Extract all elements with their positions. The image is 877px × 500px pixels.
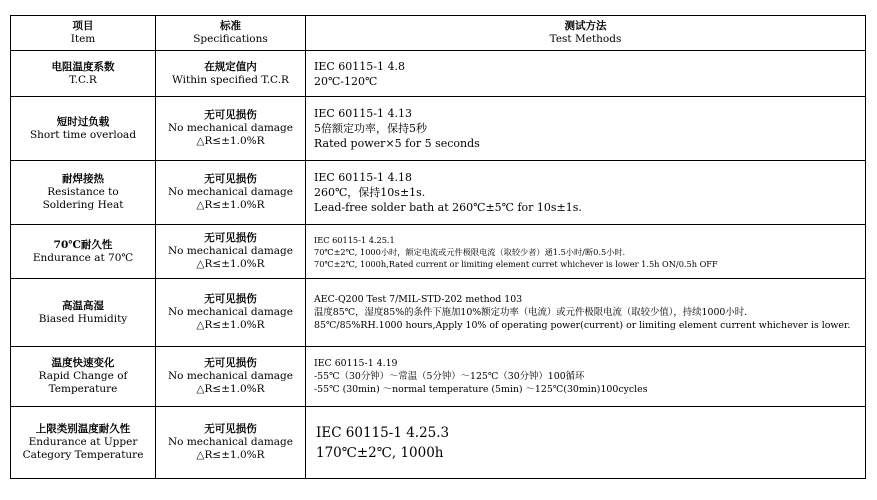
header-row <box>11 16 866 51</box>
row-item-cn: 短时过负载 <box>56 115 110 128</box>
row-spec-en: No mechanical damage <box>167 122 293 134</box>
method-line: 20℃-120℃ <box>314 74 378 88</box>
row-spec-cn: 无可见损伤 <box>204 173 257 185</box>
table-row <box>11 161 866 225</box>
row-spec-tolerance: △R≤±1.0%R <box>196 258 265 270</box>
row-spec-cell <box>156 407 306 479</box>
row-spec-cn: 无可见损伤 <box>204 293 257 305</box>
method-line: IEC 60115-1 4.19 <box>314 358 398 369</box>
method-line: -55℃（30分钟）～常温（5分钟）～125℃（30分钟）100循环 <box>314 371 585 382</box>
row-spec-cell <box>156 161 306 225</box>
header-spec <box>156 16 306 51</box>
method-line: IEC 60115-1 4.25.3 <box>316 424 450 441</box>
method-line: 85℃/85%RH.1000 hours,Apply 10% of operating power(current) or limiting element current whichever is lower. <box>314 320 851 331</box>
row-item-cell <box>11 279 156 347</box>
row-item-cell <box>11 407 156 479</box>
row-spec-tolerance: △R≤±1.0%R <box>196 199 265 211</box>
row-spec-cell <box>156 51 306 97</box>
method-line: Rated power×5 for 5 seconds <box>314 137 480 150</box>
method-line: AEC-Q200 Test 7/MIL-STD-202 method 103 <box>314 294 523 305</box>
row-method-cell <box>306 407 866 479</box>
method-line: IEC 60115-1 4.18 <box>314 171 412 184</box>
row-item-cn: 70℃耐久性 <box>53 238 113 251</box>
table-row <box>11 347 866 407</box>
method-line: 70℃±2℃, 1000h,Rated current or limiting element curret whichever is lower 1.5h ON/0.5h OFF <box>314 258 718 269</box>
header-item-cn: 项目 <box>72 20 94 32</box>
table-row <box>11 225 866 279</box>
table-row <box>11 97 866 161</box>
row-spec-tolerance: △R≤±1.0%R <box>196 319 265 331</box>
row-method-cell <box>306 97 866 161</box>
row-spec-en: No mechanical damage <box>167 245 293 257</box>
row-spec-en: No mechanical damage <box>167 436 293 448</box>
row-item-cell <box>11 51 156 97</box>
method-line: 260℃，保持10s±1s. <box>314 186 426 199</box>
table-row <box>11 407 866 479</box>
row-item-en: Biased Humidity <box>38 312 128 325</box>
row-spec-en: No mechanical damage <box>167 306 293 318</box>
row-item-en: Rapid Change of <box>38 370 128 382</box>
method-line: IEC 60115-1 4.13 <box>314 107 412 120</box>
method-line: 70℃±2℃, 1000小时，额定电流或元件极限电流（取较少者）通1.5小时/断0.5小时. <box>314 246 626 257</box>
method-line: IEC 60115-1 4.8 <box>314 59 405 73</box>
row-spec-cn: 无可见损伤 <box>204 232 257 244</box>
header-method-cn: 测试方法 <box>564 20 607 32</box>
row-method-cell <box>306 161 866 225</box>
row-item-cn: 电阻温度系数 <box>51 60 115 73</box>
table-row <box>11 51 866 97</box>
row-method-cell <box>306 279 866 347</box>
row-item-cell <box>11 161 156 225</box>
row-spec-cell <box>156 225 306 279</box>
method-line: Lead-free solder bath at 260℃±5℃ for 10s±1s. <box>314 201 582 214</box>
header-spec-cn: 标准 <box>220 20 241 32</box>
row-item-cn: 上限类别温度耐久性 <box>35 423 131 435</box>
row-item-en: T.C.R <box>69 73 97 86</box>
row-spec-cell <box>156 97 306 161</box>
row-item-cn: 温度快速变化 <box>51 357 115 369</box>
row-item-en: Resistance to <box>47 186 119 198</box>
header-method <box>306 16 866 51</box>
header-method-en: Test Methods <box>549 33 622 45</box>
table-row <box>11 279 866 347</box>
row-spec-en: Within specified T.C.R <box>172 73 289 86</box>
row-spec-tolerance: △R≤±1.0%R <box>196 383 265 395</box>
method-line: -55℃ (30min) ～normal temperature (5min) ～125℃(30min)100cycles <box>314 384 648 395</box>
method-line: 5倍额定功率，保持5秒 <box>314 122 427 135</box>
row-item-en: Endurance at Upper <box>28 436 138 448</box>
row-spec-en: No mechanical damage <box>167 186 293 198</box>
row-method-cell <box>306 225 866 279</box>
test-specification-table <box>10 15 866 479</box>
method-line: 170℃±2℃, 1000h <box>316 444 444 461</box>
row-spec-cell <box>156 347 306 407</box>
row-method-cell <box>306 51 866 97</box>
row-spec-cell <box>156 279 306 347</box>
row-spec-tolerance: △R≤±1.0%R <box>196 135 265 147</box>
method-line: IEC 60115-1 4.25.1 <box>314 234 395 245</box>
row-item-cn: 耐焊接热 <box>62 173 104 185</box>
row-spec-tolerance: △R≤±1.0%R <box>196 449 265 461</box>
row-spec-cn: 在规定值内 <box>204 60 257 73</box>
row-item-en: Category Temperature <box>22 449 144 461</box>
row-spec-cn: 无可见损伤 <box>204 109 257 121</box>
row-item-en: Soldering Heat <box>42 199 124 211</box>
row-spec-cn: 无可见损伤 <box>204 357 257 369</box>
row-item-cell <box>11 97 156 161</box>
row-method-cell <box>306 347 866 407</box>
row-spec-cn: 无可见损伤 <box>204 423 257 435</box>
row-item-en: Endurance at 70℃ <box>32 251 134 264</box>
header-item <box>11 16 156 51</box>
row-item-cell <box>11 225 156 279</box>
row-spec-en: No mechanical damage <box>167 370 293 382</box>
header-spec-en: Specifications <box>193 33 268 45</box>
row-item-en: Short time overload <box>29 128 137 141</box>
row-item-cn: 高温高湿 <box>62 299 104 312</box>
header-item-en: Item <box>70 33 96 45</box>
method-line: 温度85℃，湿度85%的条件下施加10%额定功率（电流）或元件极限电流（取较少值），持续1000小时. <box>314 307 748 318</box>
row-item-en: Temperature <box>48 383 118 395</box>
row-item-cell <box>11 347 156 407</box>
